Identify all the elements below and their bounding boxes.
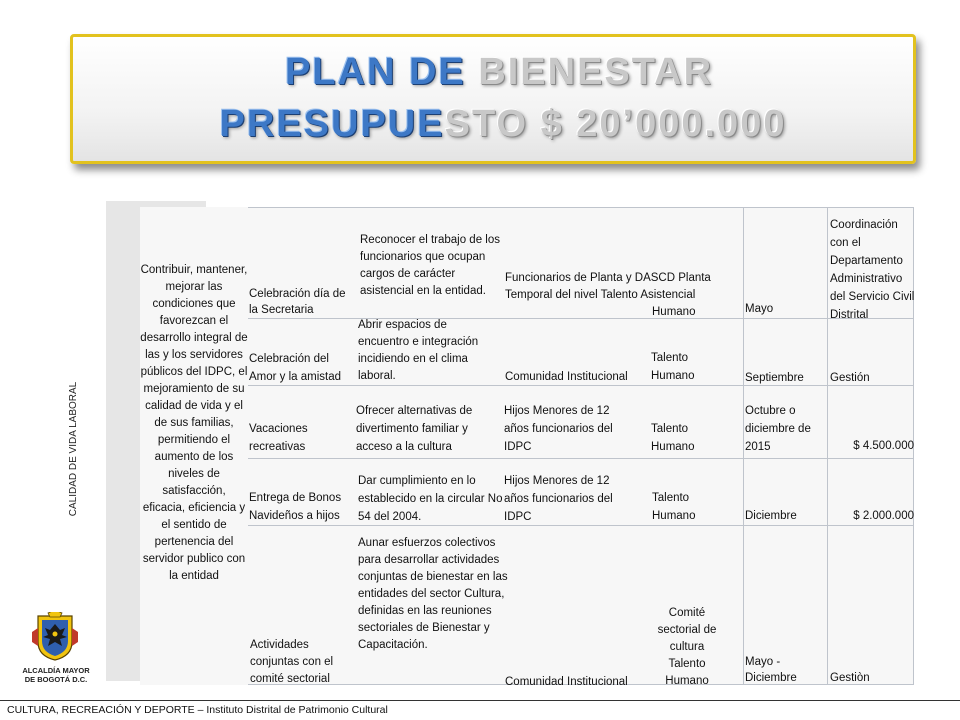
category-label: CALIDAD DE VIDA LABORAL [68,381,79,517]
activity-cell: Actividades conjuntas con el comité sectorial [250,639,334,685]
title-line-1: PLAN DE BIENESTAR [284,51,714,93]
date-cell: Octubre o diciembre de 2015 [745,405,811,453]
date-cell: Mayo - Diciembre [745,656,797,684]
activity-cell: Celebración día de la Secretaria [249,288,346,316]
responsible-cell: Talento Humano [651,423,695,453]
responsible-cell: Talento Humano [652,492,696,522]
date-cell: Diciembre [745,510,797,522]
bogota-coat-of-arms-icon [26,612,84,662]
activity-cell: Celebración del Amor y la amistad [249,353,342,383]
population-cell: Hijos Menores de 12 años funcionarios del IDPC [504,475,613,523]
budget-cell: Gestión [830,372,870,384]
population-cell: Hijos Menores de 12 años funcionarios del IDPC [504,405,613,453]
date-cell: Mayo [745,303,774,315]
population-cell: Comunidad Institucional [505,371,628,383]
population-cell: Funcionarios de Planta y DASCD Planta Temporal del nivel Talento Asistencial [505,272,711,301]
title-line-2: PRESUPUESTO $ 20’000.000 [219,103,787,145]
row-divider [248,458,914,459]
budget-cell: $ 4.500.000 [853,440,914,452]
budget-cell: $ 2.000.000 [853,510,914,522]
date-cell: Septiembre [745,372,804,384]
column-divider [827,207,828,685]
purpose-cell: Ofrecer alternativas de divertimento familiar y acceso a la cultura [356,405,473,453]
responsible-cell: Comité sectorial de cultura Talento Humano [657,607,717,687]
budget-cell: Gestiòn [830,672,870,684]
table-border-top [248,207,914,208]
objective-text: Contribuir, mantener, mejorar las condiciones que favorezcan el desarrollo integral de las y los servidores públicos del IDPC, el mejoramiento de su calidad de vida y el de sus familias, permitiendo el aumento de los niveles de satisfacción, eficacia, eficiencia y el sentido de pertenencia del servidor publico con la entidad [140,264,248,582]
column-divider [743,207,744,685]
activity-cell: Vacaciones recreativas [249,423,308,453]
responsible-cell: Talento Humano [651,352,695,382]
population-cell: Comunidad Institucional [505,676,628,688]
logo-caption: ALCALDÍA MAYOR DE BOGOTÁ D.C. [22,666,90,684]
budget-cell: Coordinación con el Departamento Administrativo del Servicio Civil Distrital [830,219,915,321]
purpose-cell: Aunar esfuerzos colectivos para desarrollar actividades conjuntas de bienestar en las entidades del sector Cultura, definidas en las reuniones sectoriales de Bienestar y Capacitación. [358,537,508,651]
title-banner [70,34,916,164]
purpose-cell: Reconocer el trabajo de los funcionarios que ocupan cargos de carácter asistencial en la entidad. [360,234,500,297]
purpose-cell: Dar cumplimiento en lo establecido en la circular No 54 del 2004. [358,475,503,523]
footer-text: CULTURA, RECREACIÓN Y DEPORTE – Instituto Distrital de Patrimonio Cultural [7,704,388,716]
activity-cell: Entrega de Bonos Navideños a hijos [249,492,342,522]
purpose-cell: Abrir espacios de encuentro e integración incidiendo en el clima laboral. [358,319,479,382]
footer-divider [0,700,960,701]
responsible-cell: Humano [652,306,696,318]
row-divider [248,318,914,319]
